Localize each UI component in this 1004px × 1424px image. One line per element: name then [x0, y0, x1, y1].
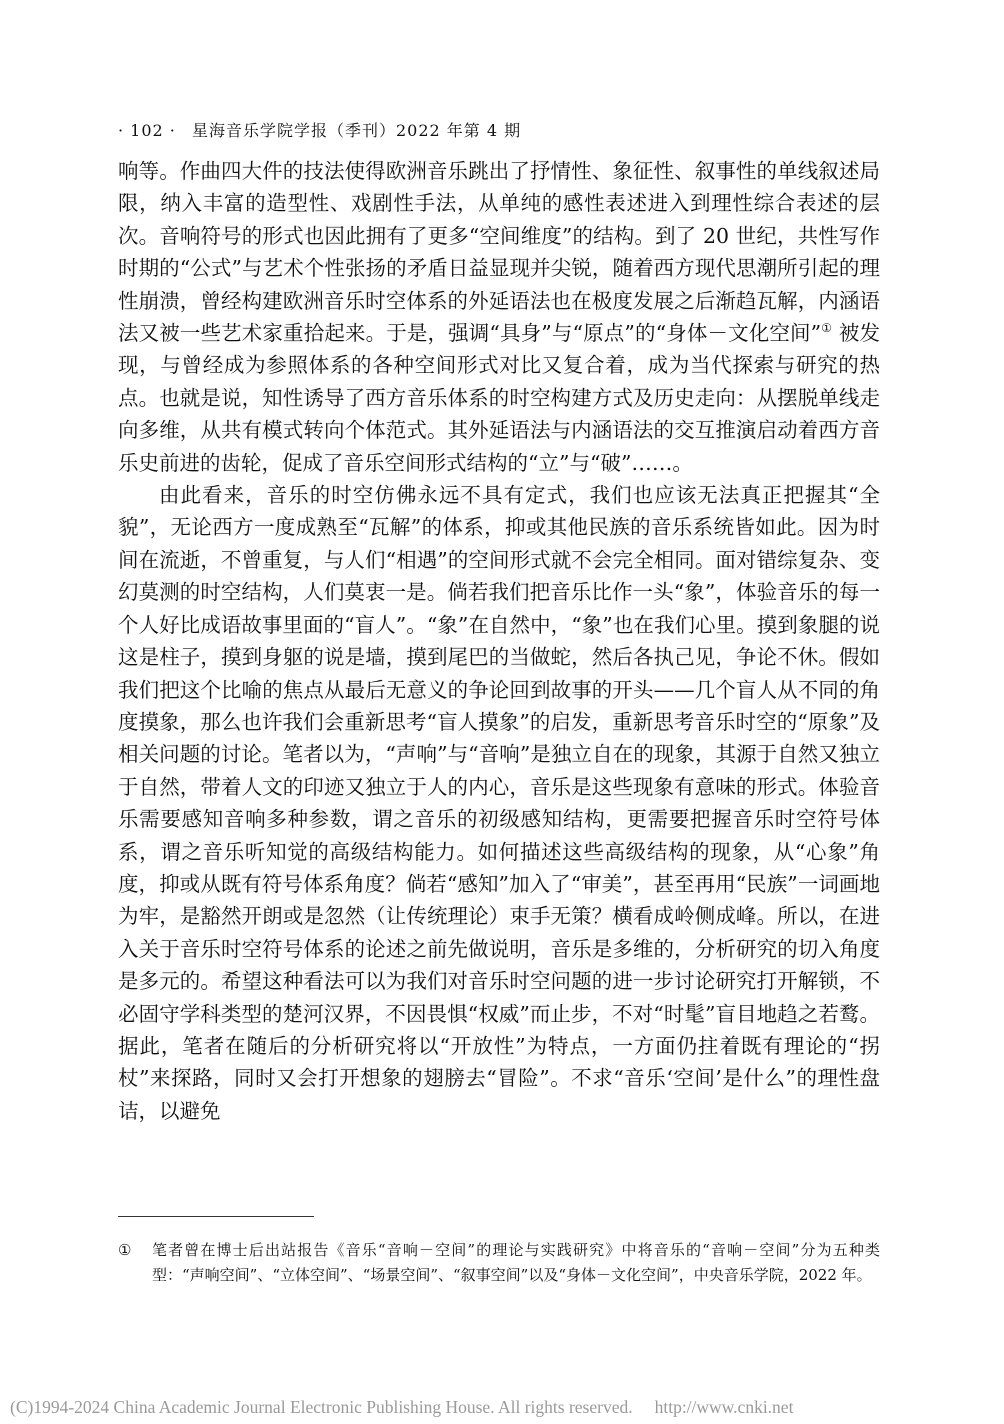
paragraph-2: 由此看来，音乐的时空仿佛永远不具有定式，我们也应该无法真正把握其“全貌”，无论西方一度成熟至“瓦解”的体系，抑或其他民族的音乐系统皆如此。因为时间在流逝，不曾重复，与人们“相遇”的空间形式就不会完全相同。面对错综复杂、变幻莫测的时空结构，人们莫衷一是。倘若我们把音乐比作一头“象”，体验音乐的每一个人好比成语故事里面的“盲人”。“象”在自然中，“象”也在我们心里。摸到象腿的说这是柱子，摸到身躯的说是墙，摸到尾巴的当做蛇，然后各执己见，争论不休。假如我们把这个比喻的焦点从最后无意义的争论回到故事的开头——几个盲人从不同的角度摸象，那么也许我们会重新思考“盲人摸象”的启发，重新思考音乐时空的“原象”及相关问题的讨论。笔者以为，“声响”与“音响”是独立自在的现象，其源于自然又独立于自然，带着人文的印迹又独立于人的内心，音乐是这些现象有意味的形式。体验音乐需要感知音响多种参数，谓之音乐的初级感知结构，更需要把握音乐时空符号体系，谓之音乐听知觉的高级结构能力。如何描述这些高级结构的现象，从“心象”角度，抑或从既有符号体系角度？倘若“感知”加入了“审美”，甚至再用“民族”一词画地为牢，是豁然开朗或是忽然（让传统理论）束手无策？横看成岭侧成峰。所以，在进入关于音乐时空符号体系的论述之前先做说明，音乐是多维的，分析研究的切入角度是多元的。希望这种看法可以为我们对音乐时空问题的进一步讨论研究打开解锁，不必固守学科类型的楚河汉界，不因畏惧“权威”而止步，不对“时髦”盲目地趋之若鹜。据此，笔者在随后的分析研究将以“开放性”为特点，一方面仍拄着既有理论的“拐杖”来探路，同时又会打开想象的翅膀去“冒险”。不求“音乐‘空间’是什么”的理性盘诘，以避免: [118, 483, 880, 1123]
paragraph-1-part-a: 响等。作曲四大件的技法使得欧洲音乐跳出了抒情性、象征性、叙事性的单线叙述局限，纳入丰富的造型性、戏剧性手法，从单纯的感性表述进入到理性综合表述的层次。音响符号的形式也因此拥有了更多“空间维度”的结构。到了 20 世纪，共性写作时期的“公式”与艺术个性张扬的矛盾日益显现并尖锐，随着西方现代思潮所引起的理性崩溃，曾经构建欧洲音乐时空体系的外延语法也在极度发展之后渐趋瓦解，内涵语法又被一些艺术家重拾起来。于是，强调“具身”与“原点”的“身体－文化空间”: [118, 159, 880, 346]
paragraph-1: [118, 155, 880, 479]
paragraph-1-part-b: 被发现，与曾经成为参照体系的各种空间形式对比又复合着，成为当代探索与研究的热点。也就是说，知性诱导了西方音乐体系的时空构建方式及历史走向：从摆脱单线走向多维，从共有模式转向个体范式。其外延语法与内涵语法的交互推演启动着西方音乐史前进的齿轮，促成了音乐空间形式结构的“立”与“破”……。: [118, 321, 880, 475]
running-header: [118, 118, 521, 141]
page-number: · 102 ·: [118, 121, 176, 140]
copyright-watermark: [10, 1397, 793, 1418]
footnote-reference[interactable]: ①: [821, 321, 833, 336]
copyright-notice: (C)1994-2024 China Academic Journal Electronic Publishing House. All rights reserved.: [10, 1397, 633, 1417]
footnote: [118, 1238, 880, 1288]
footnote-text: 笔者曾在博士后出站报告《音乐“音响－空间”的理论与实践研究》中将音乐的“音响－空间”分为五种类型：“声响空间”、“立体空间”、“场景空间”、“叙事空间”以及“身体－文化空间”，中央音乐学院，2022 年。: [152, 1241, 880, 1284]
copyright-url[interactable]: http://www.cnki.net: [654, 1397, 794, 1417]
footnote-mark: ①: [118, 1241, 132, 1259]
journal-title: 星海音乐学院学报（季刊）2022 年第 4 期: [191, 121, 522, 140]
article-body: [118, 155, 880, 1127]
footnote-divider: [118, 1216, 314, 1217]
